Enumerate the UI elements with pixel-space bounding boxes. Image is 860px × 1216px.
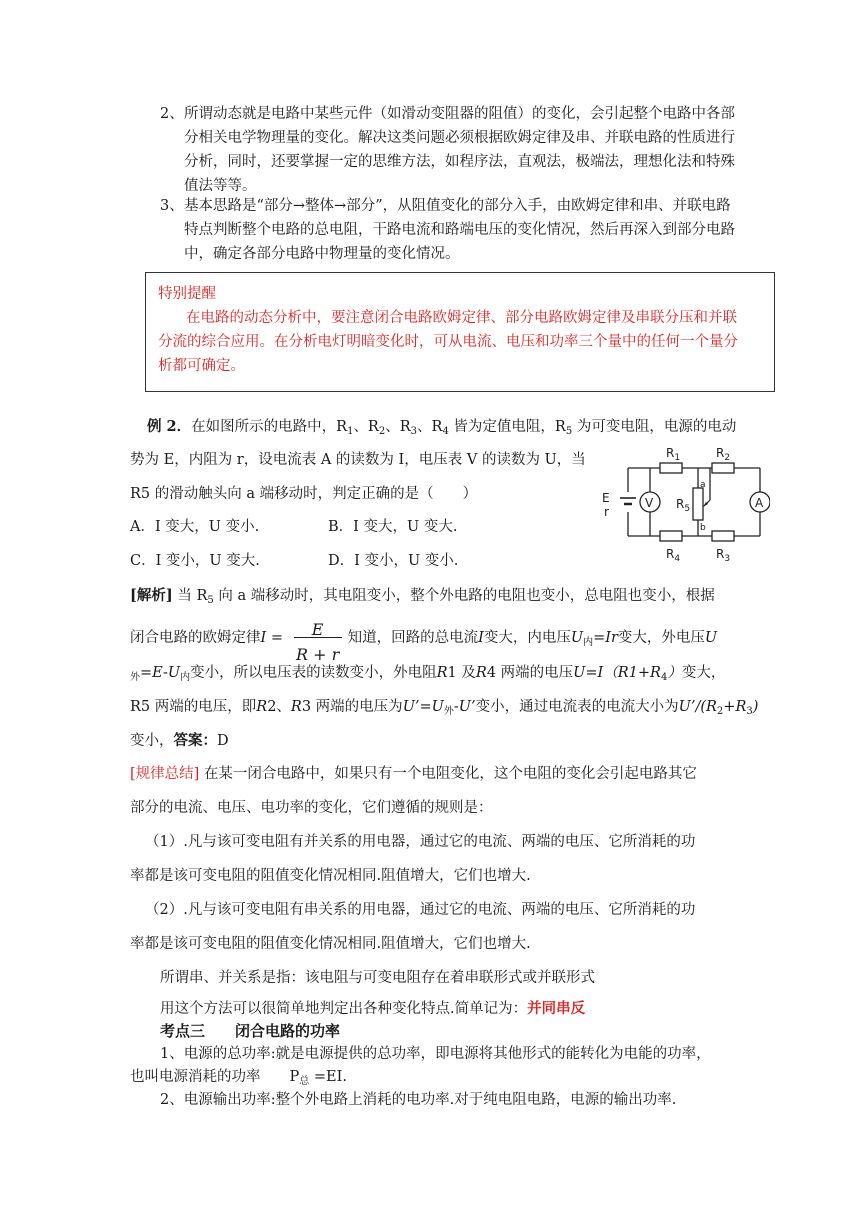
analysis-line-3: $_外=E-U_内$变小，所以电压表的读数变小，外电阻R1 及R4 两端的电压$U=I(R1+R_4)$变大，	[130, 665, 726, 683]
voltmeter-label: V	[645, 496, 654, 510]
r5-label: $R_5$	[676, 497, 691, 514]
section-p1-line-2: 也叫电源消耗的功率 $P_总 =EI$.	[130, 1069, 347, 1087]
answer-value: D	[217, 733, 229, 749]
option-b: B．I 变大，U 变大.	[328, 519, 458, 535]
rule-2-line-1: （2）.凡与该可变电阻有串关系的用电器，通过它的电流、两端的电压、它所消耗的功	[145, 902, 696, 918]
resistor-r3	[712, 531, 734, 541]
option-c: C．I 变小，U 变大.	[130, 553, 260, 569]
r1-label: $R_1$	[666, 446, 681, 463]
rule-1-line-2: 率都是该可变电阻的阻值变化情况相同.阻值增大，它们也增大.	[130, 868, 531, 884]
list-text: 基本思路是“部分→整体→部分”，从阻值变化的部分入手，由欧姆定律和串、并联电路特点判断整个电路的总电阻，干路电流和路端电压的变化情况，然后再深入到部分电路中，确定各部分电路中物理量的变化情况。	[184, 198, 735, 262]
reminder-line-3: 析都可确定。	[158, 358, 245, 374]
analysis-tag: [解析]	[130, 587, 173, 604]
circuit-diagram	[600, 440, 770, 570]
resistor-r1	[660, 463, 682, 473]
analysis-line-5: 变小，答案：D	[130, 732, 229, 749]
summary-tag: [规律总结]	[130, 766, 200, 782]
note-line-2: 用这个方法可以很简单地判定出各种变化特点.简单记为：并同串反	[160, 1000, 586, 1017]
summary-line-1: [规律总结] 在某一闭合电路中，如果只有一个电阻变化，这个电阻的变化会引起电路其它	[130, 766, 697, 782]
emf-label: E	[602, 491, 610, 505]
option-d: D．I 变小，U 变小.	[328, 553, 459, 569]
note-line-1: 所谓串、并关系是指：该电阻与可变电阻存在着串联形式或并联形式	[160, 970, 595, 986]
section-title: 考点三 闭合电路的功率	[160, 1022, 341, 1040]
resistor-r2	[712, 463, 734, 473]
ohm-law-fraction: E R + r	[292, 618, 344, 658]
section-p1-line-1: 1、电源的总功率:就是电源提供的总功率，即电源将其他形式的能转化为电能的功率，	[160, 1046, 711, 1062]
rule-1-line-1: （1）.凡与该可变电阻有并关系的用电器，通过它的电流、两端的电压、它所消耗的功	[145, 834, 696, 850]
list-text: 所谓动态就是电路中某些元件（如滑动变阻器的阻值）的变化，会引起整个电路中各部分相关电学物理量的变化。解决这类问题必须根据欧姆定律及串、并联电路的性质进行分析，同时，还要掌握一定的思维方法，如程序法，直观法，极端法，理想化法和特殊值法等等。	[184, 106, 735, 194]
r2-label: $R_2$	[716, 446, 731, 463]
r4-label: $R_4$	[666, 547, 681, 564]
example-question-line-2: 势为 E，内阻为 r，设电流表 A 的读数为 I，电压表 V 的读数为 U，当	[130, 452, 586, 468]
reminder-line-2: 分流的综合应用。在分析电灯明暗变化时，可从电流、电压和功率三个量中的任何一个量分	[158, 334, 738, 350]
reminder-line-1: 在电路的动态分析中，要注意闭合电路欧姆定律、部分电路欧姆定律及串联分压和并联	[186, 310, 737, 326]
reminder-title: 特别提醒	[158, 286, 216, 302]
analysis-line-4: R5 两端的电压，即R2、R3 两端的电压为$U’=U_外-U$’变小，通过电流表的电流大小为$U’/(R_2+R_3)$	[130, 699, 759, 717]
example-label: 例 2．	[147, 418, 192, 435]
summary-line-2: 部分的电流、电压、电功率的变化，它们遵循的规则是：	[130, 800, 493, 816]
example-question-line-3: R5 的滑动触头向 a 端移动时，判定正确的是（ ）	[130, 486, 478, 502]
list-number: 2、	[160, 106, 184, 122]
special-reminder-box	[145, 272, 775, 392]
internal-resistance-label: r	[604, 505, 609, 519]
example-question-line-1: 例 2．在如图所示的电路中，$R_1$、$R_2$、$R_3$、$R_4$ 皆为定值电阻，$R_5$ 为可变电阻，电源的电动	[147, 418, 737, 437]
r3-label: $R_3$	[716, 547, 731, 564]
section-p2: 2、电源输出功率:整个外电路上消耗的电功率.对于纯电阻电路，电源的输出功率.	[160, 1092, 677, 1108]
ammeter-label: A	[755, 496, 764, 510]
terminal-b-label: b	[700, 523, 706, 533]
resistor-r5	[693, 488, 703, 520]
analysis-line-2: 闭合电路的欧姆定律I = E R + r 知道，回路的总电流I变大，内电压$U_内=Ir$变大，外电压U	[130, 620, 718, 664]
rule-2-line-2: 率都是该可变电阻的阻值变化情况相同.阻值增大，它们也增大.	[130, 936, 531, 952]
option-a: A．I 变大，U 变小.	[130, 519, 260, 535]
list-number: 3、	[160, 198, 184, 214]
resistor-r4	[660, 531, 682, 541]
analysis-line-1: [解析] 当 $R_5$ 向 a 端移动时，其电阻变小，整个外电路的电阻也变小，总电阻也变小，根据	[130, 587, 715, 606]
answer-label: 答案：	[173, 732, 217, 749]
terminal-a-label: a	[700, 480, 706, 490]
mnemonic: 并同串反	[527, 1000, 586, 1017]
